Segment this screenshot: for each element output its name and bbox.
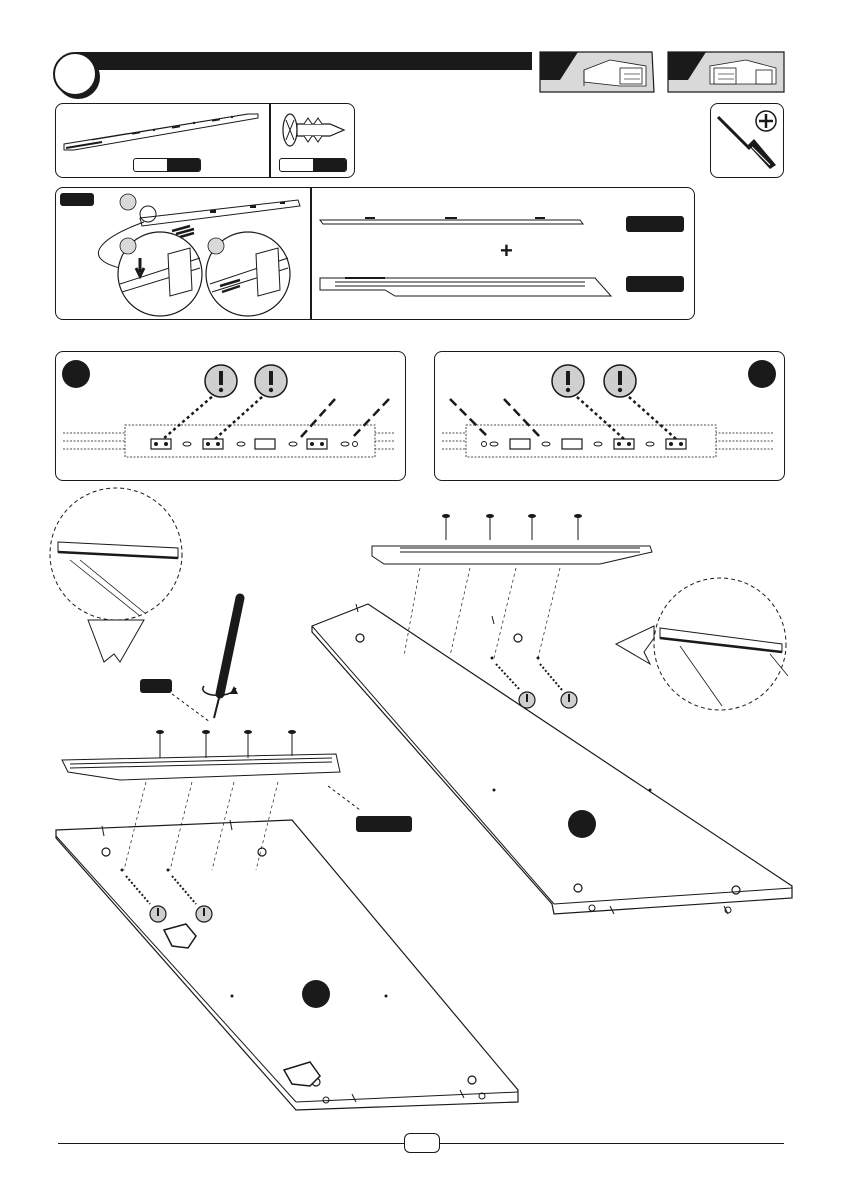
slide-tag: [356, 816, 412, 832]
euro-screw-quantity: [279, 158, 347, 172]
inner-slide-label: [626, 216, 684, 232]
drawer-slide-quantity: [133, 158, 201, 172]
left-slide-holes: [55, 351, 406, 481]
right-slide-holes: [434, 351, 785, 481]
separation-divider: [310, 188, 312, 319]
assembly-illustration: [0, 486, 842, 1146]
slide-separation-detail: [60, 188, 310, 318]
outer-slide-label: [626, 276, 684, 292]
step-number-circle: [53, 52, 97, 96]
drawer-slide-part: [62, 104, 262, 154]
separated-slides: [315, 210, 615, 300]
page-number: [404, 1133, 440, 1153]
phillips-screwdriver-icon: [710, 103, 784, 178]
corner-desk-left-icon[interactable]: [580, 56, 650, 90]
plus-sign: +: [500, 238, 513, 263]
screw-tag: [140, 679, 172, 693]
parts-divider: [269, 104, 271, 177]
euro-screw-part: [280, 110, 350, 156]
corner-desk-right-icon[interactable]: [706, 56, 780, 90]
